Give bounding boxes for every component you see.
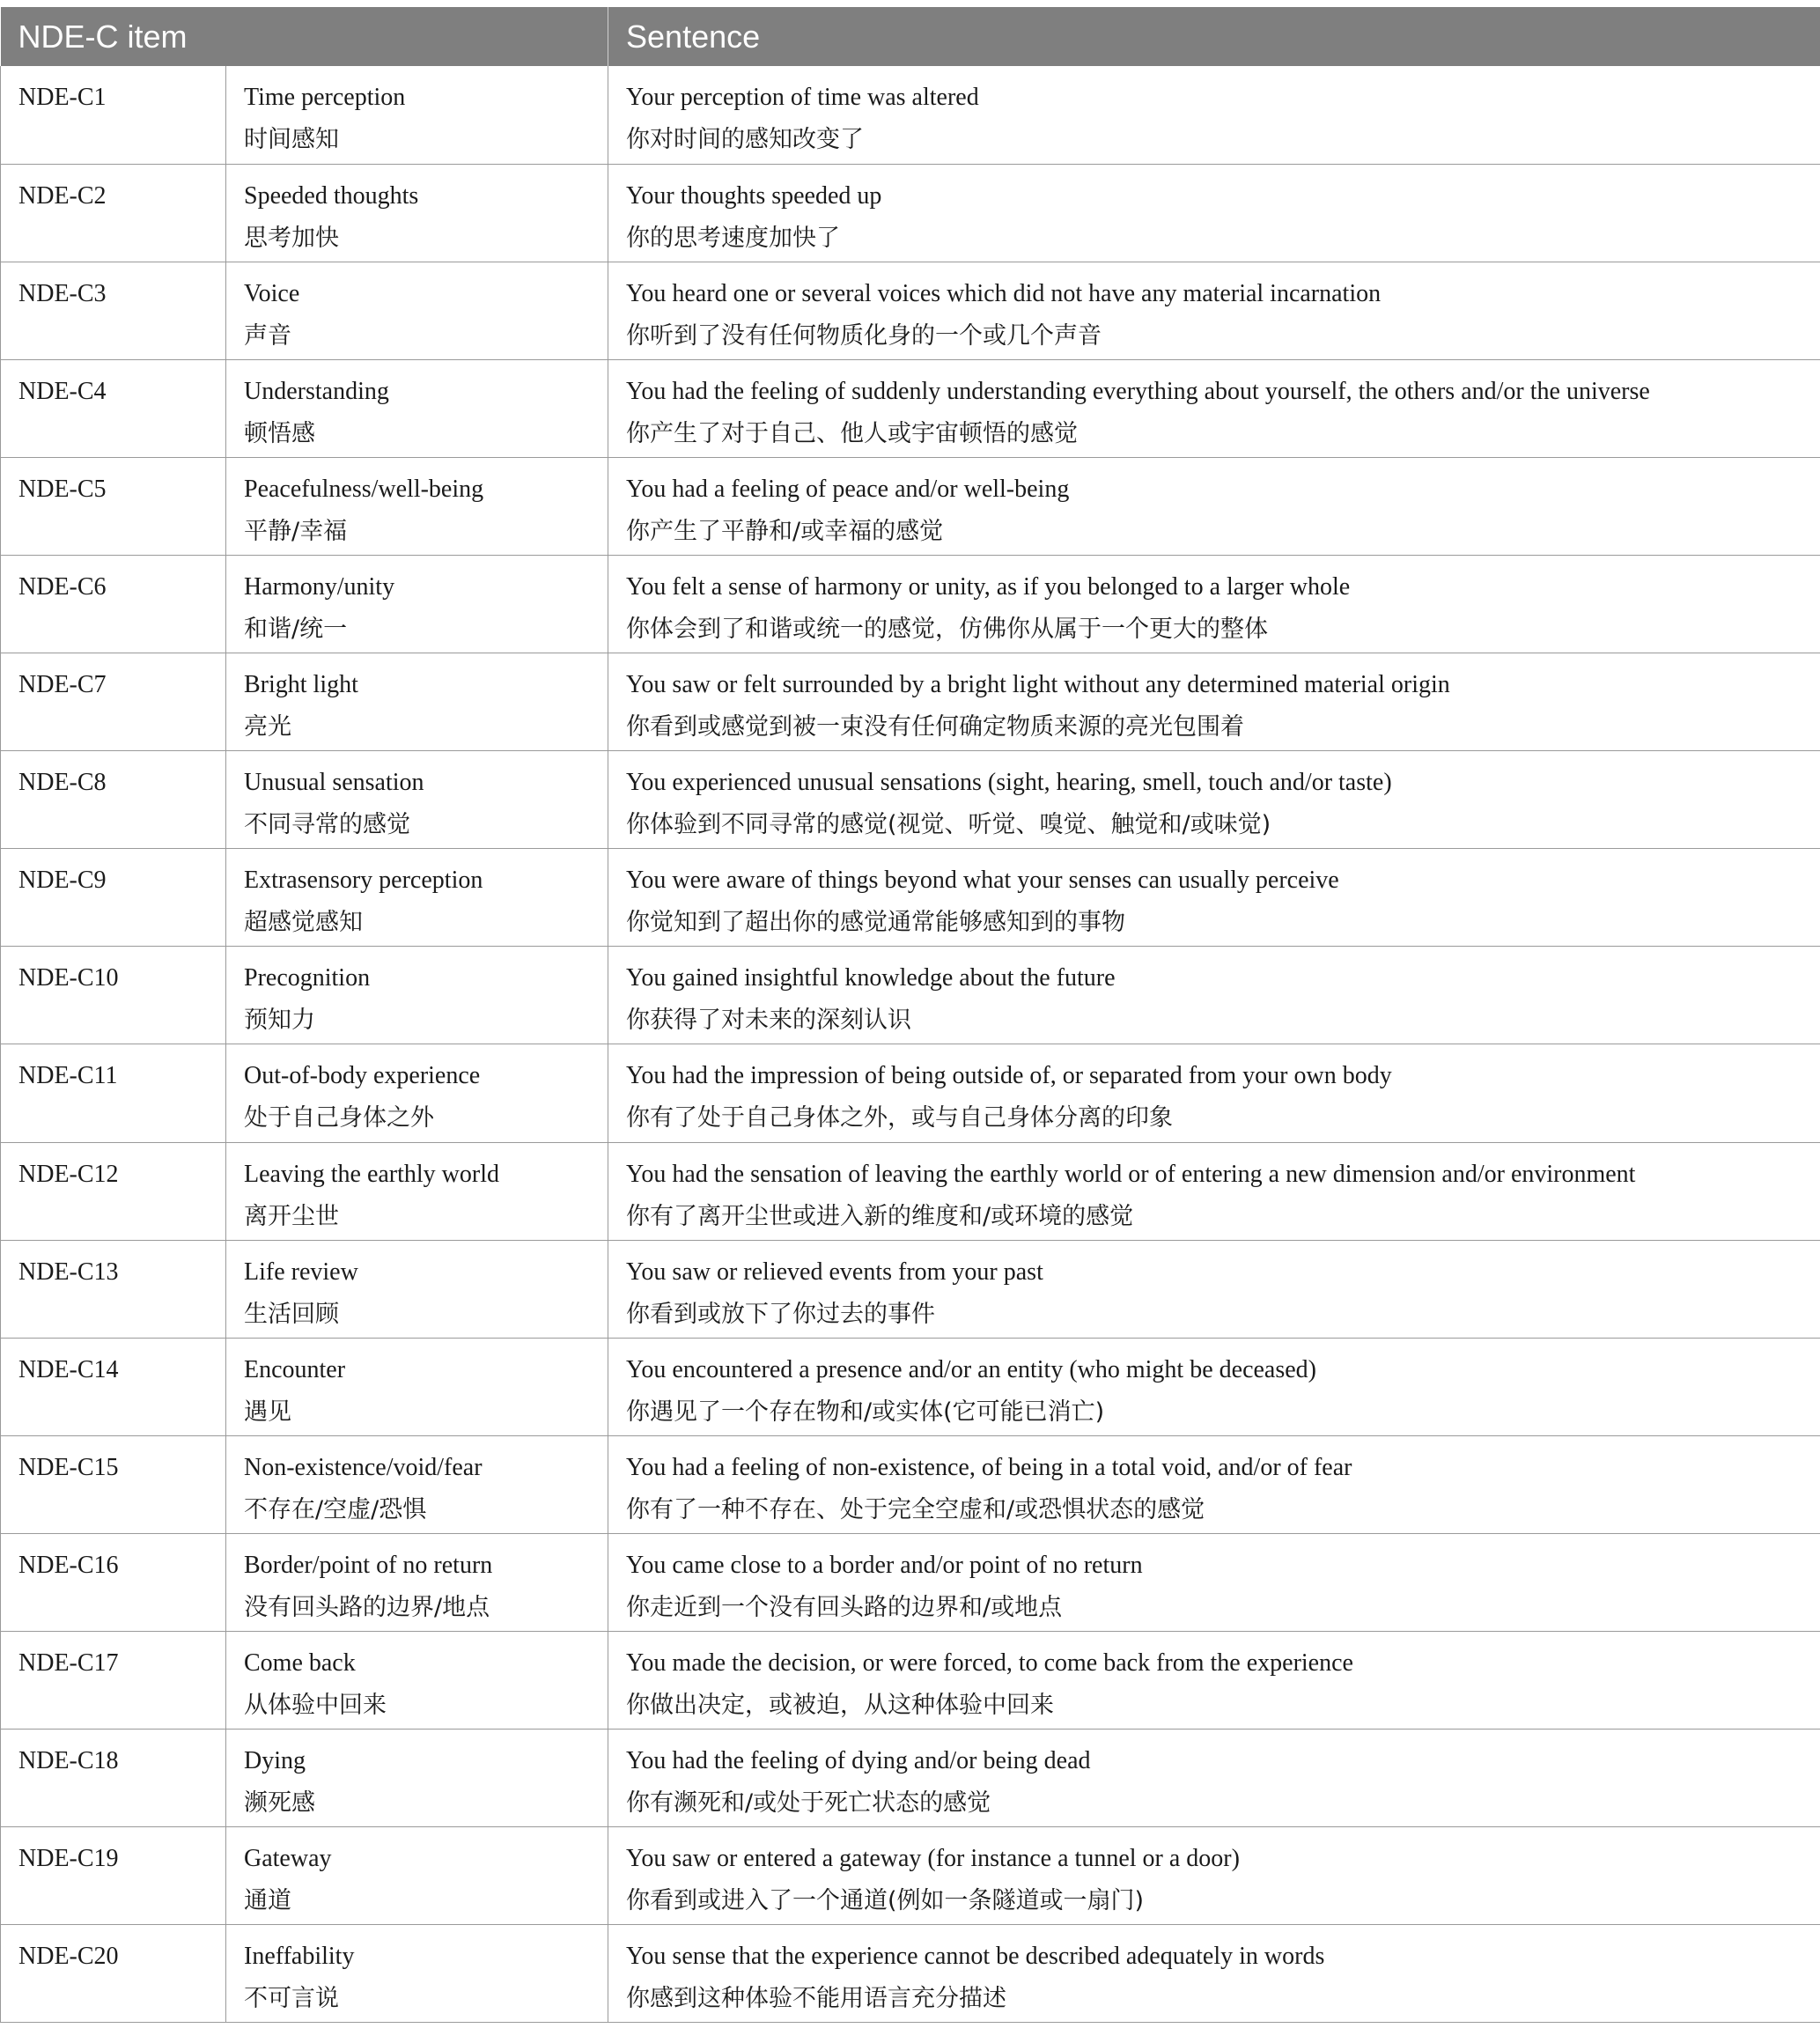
item-id-cell [1,849,226,947]
sentence-en: You had the sensation of leaving the earthly world or of entering a new dimension and/or environment [626,1160,1636,1188]
item-name-en: Ineffability [244,1943,355,1971]
sentence-cell [608,849,1820,947]
item-name-en: Voice [244,279,300,307]
item-id: NDE-C10 [18,964,119,992]
sentence-cn: 你有了一种不存在、处于完全空虚和/或恐惧状态的感觉 [626,1495,1205,1523]
item-name-en: Out-of-body experience [244,1062,481,1090]
sentence-cell [608,1435,1820,1533]
table-row [1,1142,1820,1240]
item-id: NDE-C15 [18,1453,119,1481]
item-name-cell [226,1435,608,1533]
item-name-en: Border/point of no return [244,1551,493,1579]
item-name-en: Dying [244,1747,306,1775]
item-name-cn: 不存在/空虚/恐惧 [244,1495,427,1523]
sentence-en: You saw or felt surrounded by a bright light without any determined material origin [626,671,1450,699]
table-row [1,1240,1820,1338]
item-name-en: Peacefulness/well-being [244,475,484,503]
item-id-cell [1,1044,226,1142]
item-name-en: Speeded thoughts [244,181,419,210]
sentence-cn: 你看到或进入了一个通道(例如一条隧道或一扇门) [626,1887,1145,1915]
sentence-cn: 你感到这种体验不能用语言充分描述 [626,1985,1007,2013]
item-id: NDE-C6 [18,572,107,601]
sentence-cell [608,457,1820,555]
sentence-en: Your thoughts speeded up [626,181,882,210]
table-header [1,7,1820,66]
table-row [1,164,1820,262]
item-id-cell [1,1827,226,1925]
sentence-cell [608,1142,1820,1240]
table-row [1,1632,1820,1730]
item-id-cell [1,653,226,751]
sentence-cell [608,1533,1820,1631]
sentence-cn: 你体验到不同寻常的感觉(视觉、听觉、嗅觉、触觉和/或味觉) [626,811,1271,839]
sentence-en: You made the decision, or were forced, to come back from the experience [626,1649,1353,1677]
item-id: NDE-C17 [18,1649,119,1677]
item-name-cell [226,1338,608,1435]
item-id-cell [1,1142,226,1240]
item-name-cell [226,164,608,262]
sentence-en: You heard one or several voices which did not have any material incarnation [626,279,1382,307]
item-id-cell [1,947,226,1044]
item-name-en: Extrasensory perception [244,867,483,895]
sentence-en: You had a feeling of non-existence, of being in a total void, and/or of fear [626,1453,1352,1481]
sentence-cn: 你产生了对于自己、他人或宇宙顿悟的感觉 [626,419,1079,447]
table-row [1,849,1820,947]
item-name-cn: 预知力 [244,1007,315,1035]
item-id: NDE-C2 [18,181,107,210]
item-name-cell [226,1632,608,1730]
item-name-cn: 濒死感 [244,1789,315,1818]
sentence-en: You had a feeling of peace and/or well-being [626,475,1070,503]
sentence-cell [608,653,1820,751]
table-body [1,66,1820,2023]
sentence-cn: 你有了处于自己身体之外，或与自己身体分离的印象 [626,1104,1174,1132]
item-name-en: Harmony/unity [244,572,395,601]
item-name-cn: 顿悟感 [244,419,315,447]
item-id: NDE-C4 [18,377,107,405]
item-name-en: Gateway [244,1845,332,1873]
sentence-cn: 你有了离开尘世或进入新的维度和/或环境的感觉 [626,1202,1134,1230]
sentence-cell [608,66,1820,164]
item-name-cell [226,653,608,751]
item-id-cell [1,66,226,164]
item-name-en: Leaving the earthly world [244,1160,500,1188]
header-item: NDE-C item [1,7,608,66]
item-id: NDE-C20 [18,1943,119,1971]
item-name-cell [226,849,608,947]
sentence-cell [608,262,1820,359]
table-row [1,653,1820,751]
sentence-cn: 你获得了对未来的深刻认识 [626,1007,912,1035]
sentence-cell [608,1044,1820,1142]
item-id: NDE-C3 [18,279,107,307]
sentence-cell [608,947,1820,1044]
item-name-cell [226,66,608,164]
item-name-cn: 生活回顾 [244,1300,339,1328]
item-name-cn: 遇见 [244,1398,291,1426]
item-name-cn: 超感觉感知 [244,909,363,937]
item-name-en: Precognition [244,964,371,992]
sentence-cn: 你走近到一个没有回头路的边界和/或地点 [626,1593,1063,1621]
item-name-en: Come back [244,1649,356,1677]
item-name-cn: 声音 [244,321,291,350]
item-name-cell [226,1240,608,1338]
item-name-en: Life review [244,1258,358,1286]
item-id: NDE-C12 [18,1160,119,1188]
table-row [1,359,1820,457]
table-row [1,66,1820,164]
item-name-en: Time perception [244,84,406,111]
sentence-en: You had the impression of being outside of, or separated from your own body [626,1062,1392,1090]
sentence-en: You experienced unusual sensations (sight, hearing, smell, touch and/or taste) [626,769,1392,797]
item-name-cn: 离开尘世 [244,1202,339,1230]
item-id: NDE-C11 [18,1062,118,1090]
sentence-cn: 你产生了平静和/或幸福的感觉 [626,517,944,545]
sentence-cell [608,1827,1820,1925]
sentence-en: Your perception of time was altered [626,84,979,111]
item-id-cell [1,262,226,359]
item-id-cell [1,359,226,457]
item-id-cell [1,457,226,555]
sentence-cn: 你对时间的感知改变了 [626,126,865,153]
item-name-cell [226,1925,608,2023]
table-row [1,1044,1820,1142]
sentence-en: You saw or entered a gateway (for instance a tunnel or a door) [626,1845,1240,1873]
sentence-en: You felt a sense of harmony or unity, as if you belonged to a larger whole [626,572,1351,601]
table-row [1,262,1820,359]
table-row [1,1827,1820,1925]
sentence-en: You sense that the experience cannot be described adequately in words [626,1943,1325,1971]
header-sentence: Sentence [626,18,761,55]
item-name-cn: 和谐/统一 [244,615,348,643]
item-id: NDE-C9 [18,867,107,895]
item-id: NDE-C7 [18,671,107,699]
sentence-cell [608,359,1820,457]
table-row [1,555,1820,653]
sentence-cn: 你觉知到了超出你的感觉通常能够感知到的事物 [626,909,1126,937]
item-id-cell [1,1925,226,2023]
item-id-cell [1,751,226,849]
table-row [1,1533,1820,1631]
sentence-en: You had the feeling of dying and/or being dead [626,1747,1091,1775]
item-name-cell [226,457,608,555]
sentence-cell [608,1240,1820,1338]
item-id-cell [1,1435,226,1533]
sentence-en: You gained insightful knowledge about the future [626,964,1116,992]
item-name-cn: 不可言说 [244,1985,339,2013]
sentence-en: You saw or relieved events from your past [626,1258,1043,1286]
sentence-cell [608,1730,1820,1827]
table-row [1,947,1820,1044]
sentence-cn: 你的思考速度加快了 [626,224,841,252]
item-id: NDE-C16 [18,1551,119,1579]
item-id-cell [1,1533,226,1631]
item-name-cell [226,262,608,359]
item-name-cn: 从体验中回来 [244,1692,387,1719]
item-name-en: Unusual sensation [244,769,424,797]
table-row [1,457,1820,555]
sentence-cn: 你有濒死和/或处于死亡状态的感觉 [626,1789,991,1818]
sentence-cell [608,1632,1820,1730]
table-row [1,1925,1820,2023]
sentence-en: You had the feeling of suddenly understanding everything about yourself, the others and/or the universe [626,377,1650,405]
item-name-cell [226,1730,608,1827]
item-id-cell [1,1730,226,1827]
item-name-cell [226,947,608,1044]
table-row [1,1338,1820,1435]
item-name-en: Encounter [244,1355,346,1383]
sentence-en: You came close to a border and/or point of no return [626,1551,1143,1579]
item-id: NDE-C14 [18,1355,119,1383]
item-name-cn: 不同寻常的感觉 [244,811,410,839]
item-id-cell [1,164,226,262]
item-name-cell [226,1827,608,1925]
sentence-en: You were aware of things beyond what your senses can usually perceive [626,867,1339,895]
table-row [1,1730,1820,1827]
sentence-cn: 你看到或感觉到被一束没有任何确定物质来源的亮光包围着 [626,713,1245,741]
item-name-cn: 通道 [244,1887,291,1915]
sentence-cell [608,555,1820,653]
item-name-en: Non-existence/void/fear [244,1453,483,1481]
item-id: NDE-C8 [18,769,107,797]
sentence-cell [608,164,1820,262]
sentence-cell [608,1925,1820,2023]
item-name-cn: 思考加快 [244,224,339,252]
sentence-cn: 你听到了没有任何物质化身的一个或几个声音 [626,321,1102,350]
item-name-cn: 时间感知 [244,126,339,153]
sentence-cn: 你体会到了和谐或统一的感觉，仿佛你从属于一个更大的整体 [626,615,1269,643]
item-name-cell [226,359,608,457]
item-name-en: Bright light [244,671,358,699]
item-name-cell [226,1044,608,1142]
item-id: NDE-C5 [18,475,107,503]
sentence-cn: 你遇见了一个存在物和/或实体(它可能已消亡) [626,1398,1105,1426]
header-row [1,7,1820,66]
item-name-cell [226,1142,608,1240]
table-row [1,751,1820,849]
item-id: NDE-C1 [18,84,107,111]
item-id-cell [1,1338,226,1435]
item-name-cn: 没有回头路的边界/地点 [244,1593,490,1621]
item-name-cell [226,555,608,653]
sentence-cn: 你看到或放下了你过去的事件 [626,1300,936,1328]
item-id-cell [1,1632,226,1730]
item-name-en: Understanding [244,377,389,405]
sentence-en: You encountered a presence and/or an entity (who might be deceased) [626,1355,1317,1383]
sentence-cell [608,1338,1820,1435]
item-id: NDE-C18 [18,1747,119,1775]
item-id: NDE-C13 [18,1258,119,1286]
item-id: NDE-C19 [18,1845,119,1873]
nde-c-table [0,7,1820,2023]
item-id-cell [1,1240,226,1338]
table-row [1,1435,1820,1533]
item-id-cell [1,555,226,653]
item-name-cell [226,1533,608,1631]
item-name-cn: 平静/幸福 [244,517,348,545]
sentence-cell [608,751,1820,849]
item-name-cell [226,751,608,849]
item-name-cn: 处于自己身体之外 [244,1104,434,1132]
item-name-cn: 亮光 [244,713,291,741]
sentence-cn: 你做出决定，或被迫，从这种体验中回来 [626,1692,1055,1719]
